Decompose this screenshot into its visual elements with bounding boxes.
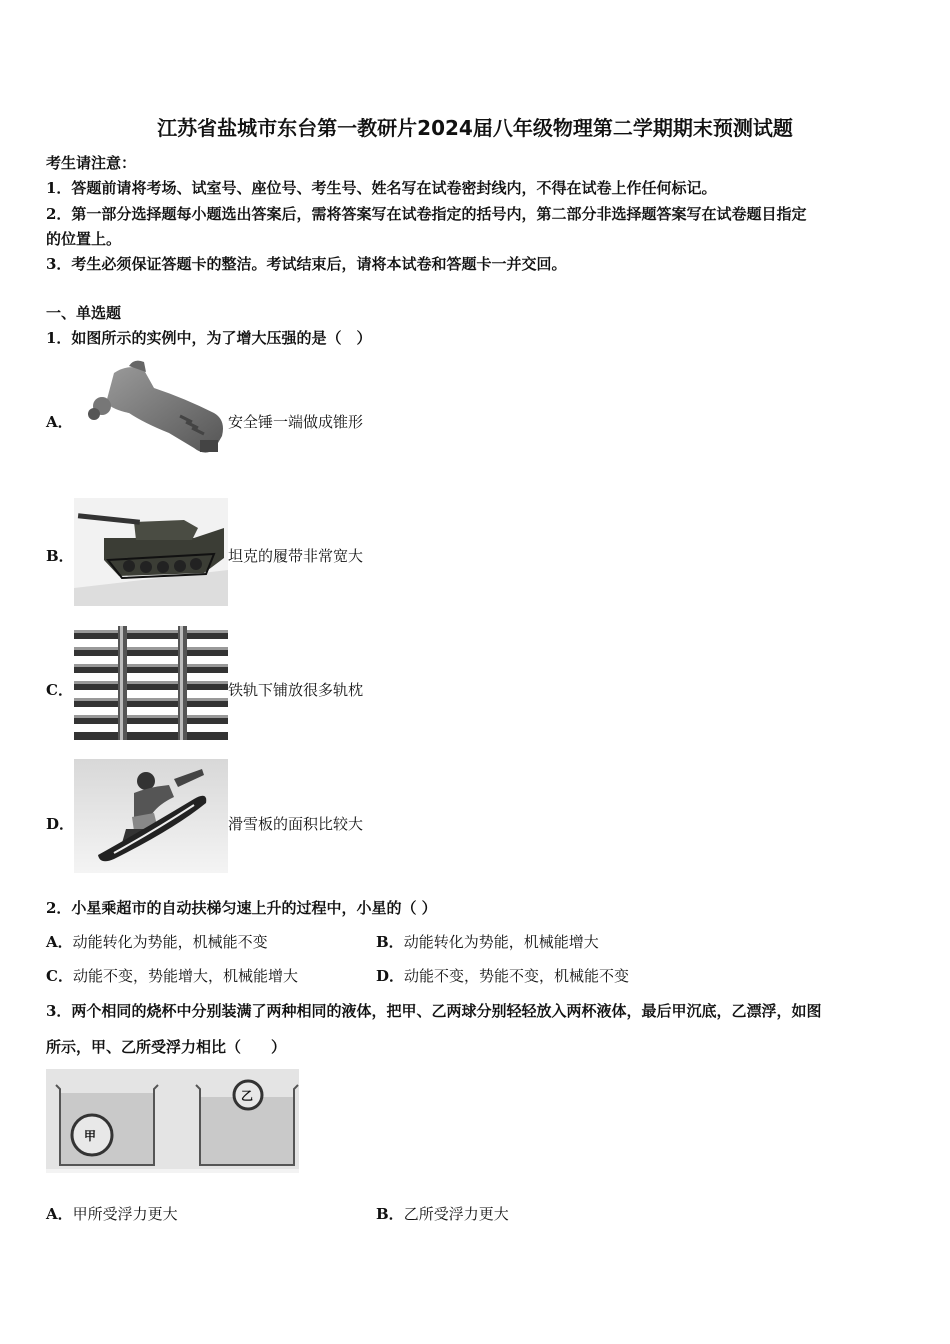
question-1-stem: 1．如图所示的实例中，为了增大压强的是（ ） — [46, 329, 372, 347]
notice-heading: 考生请注意： — [46, 154, 137, 172]
option-letter: C． — [46, 967, 73, 985]
ball-label-jia: 甲 — [84, 1129, 97, 1143]
question-2-option-d — [376, 965, 629, 986]
safety-hammer-image — [74, 358, 228, 462]
option-letter: A． — [46, 933, 73, 951]
option-text: 动能转化为势能，机械能增大 — [403, 933, 599, 951]
option-text: 动能不变，势能增大，机械能增大 — [72, 967, 298, 985]
option-text: 滑雪板的面积比较大 — [228, 815, 364, 833]
question-2-option-c — [46, 965, 298, 986]
notice-item: 2．第一部分选择题每小题选出答案后，需将答案写在试卷指定的括号内，第二部分非选择题答案写在试卷题目指定 — [46, 205, 807, 223]
option-text: 甲所受浮力更大 — [72, 1205, 178, 1223]
question-2-stem: 2．小星乘超市的自动扶梯匀速上升的过程中，小星的（ ） — [46, 899, 437, 917]
option-letter: D． — [46, 815, 75, 833]
option-text: 铁轨下铺放很多轨枕 — [228, 681, 364, 699]
option-letter: B． — [376, 1205, 404, 1223]
question-3-stem-line2: 所示，甲、乙所受浮力相比（ ） — [46, 1038, 287, 1056]
question-3-option-a — [46, 1203, 178, 1224]
tank-image — [74, 498, 228, 606]
page-title: 江苏省盐城市东台第一教研片2024届八年级物理第二学期期末预测试题 — [157, 116, 793, 140]
question-2-option-a — [46, 931, 268, 952]
question-3-stem-line1: 3．两个相同的烧杯中分别装满了两种相同的液体，把甲、乙两球分别轻轻放入两杯液体，最后甲沉底，乙漂浮，如图 — [46, 1002, 822, 1020]
beakers-image — [46, 1069, 299, 1173]
section-heading: 一、单选题 — [46, 304, 122, 322]
question-2-option-b — [376, 931, 599, 952]
option-text: 动能不变，势能不变，机械能不变 — [404, 967, 630, 985]
option-text: 动能转化为势能，机械能不变 — [72, 933, 268, 951]
option-letter: B． — [46, 547, 74, 565]
notice-item: 1．答题前请将考场、试室号、座位号、考生号、姓名写在试卷密封线内，不得在试卷上作任何标记。 — [46, 179, 717, 197]
option-letter: C． — [46, 681, 73, 699]
question-3-option-b — [376, 1203, 509, 1224]
ball-label-yi: 乙 — [241, 1089, 254, 1103]
option-text: 坦克的履带非常宽大 — [228, 547, 364, 565]
option-text: 安全锤一端做成锥形 — [228, 413, 364, 431]
notice-item: 3．考生必须保证答题卡的整洁。考试结束后，请将本试卷和答题卡一并交回。 — [46, 255, 567, 273]
snowboarder-image — [74, 759, 228, 873]
option-text: 乙所受浮力更大 — [403, 1205, 509, 1223]
option-letter: D． — [376, 967, 405, 985]
notice-item: 的位置上。 — [46, 230, 122, 248]
option-letter: A． — [46, 413, 73, 431]
option-letter: A． — [46, 1205, 73, 1223]
railway-track-image — [74, 626, 228, 740]
option-letter: B． — [376, 933, 404, 951]
